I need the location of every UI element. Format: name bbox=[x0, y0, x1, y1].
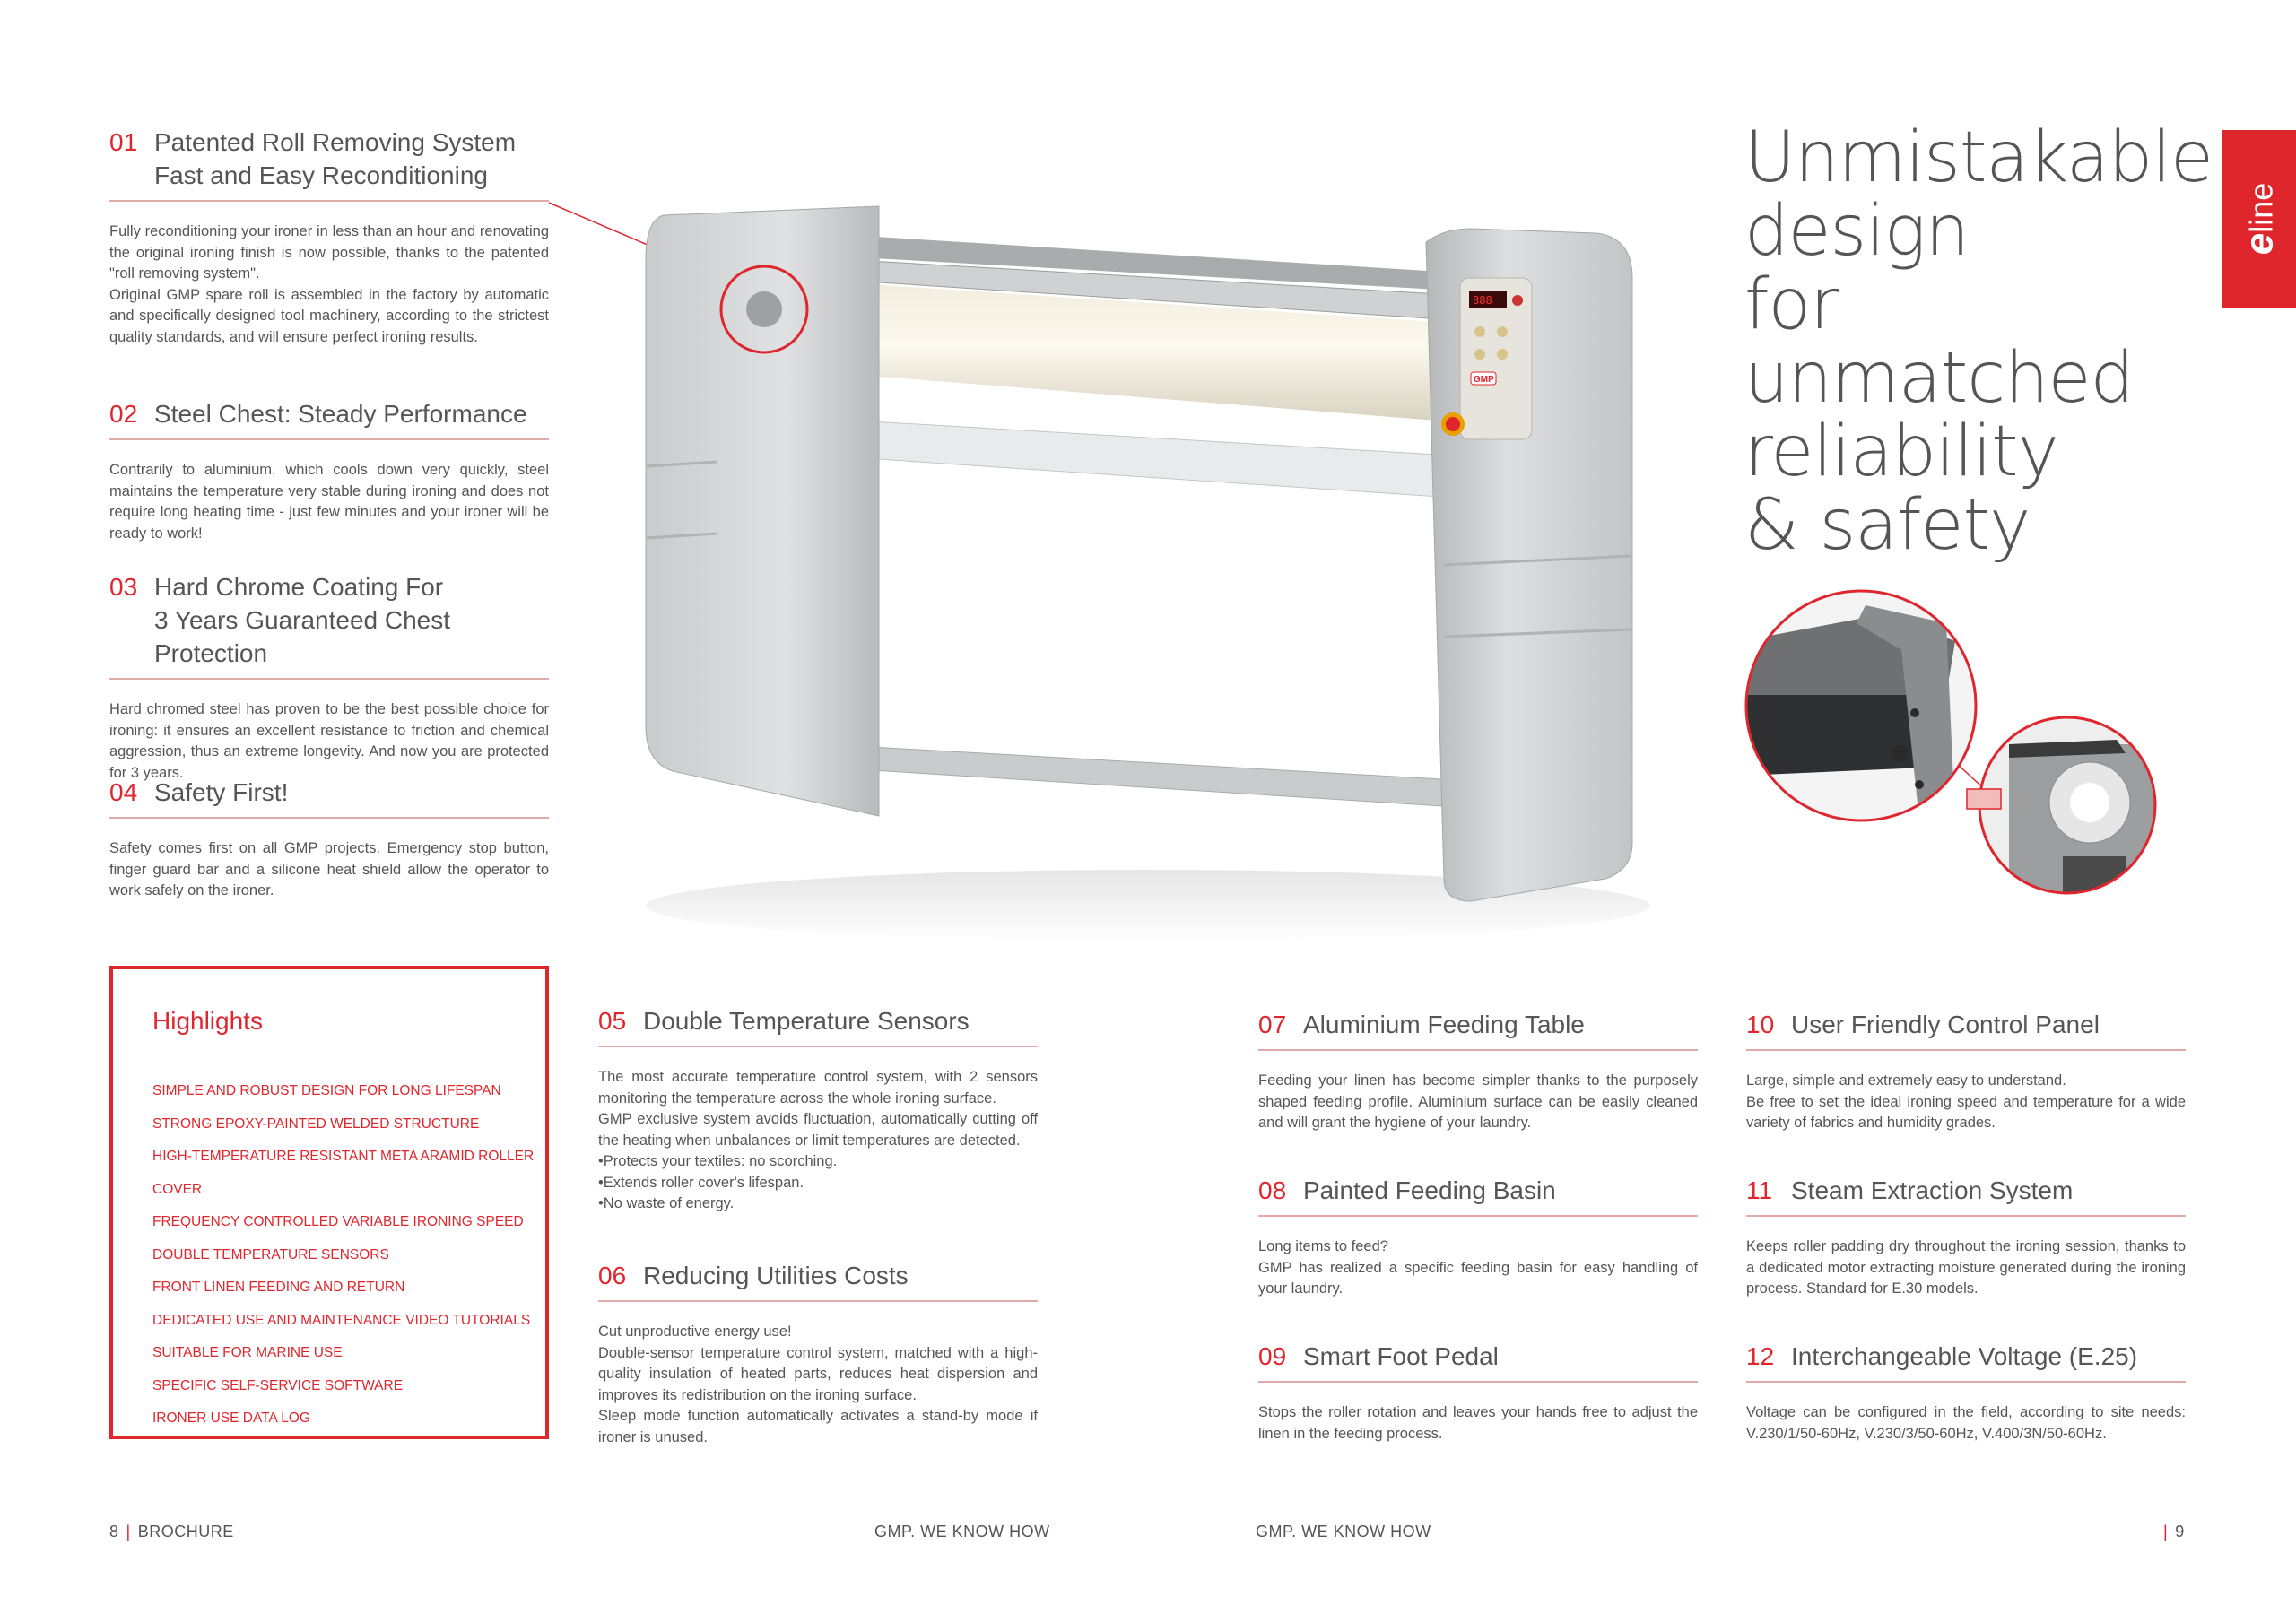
feature-number: 11 bbox=[1746, 1176, 1773, 1204]
feature-number: 04 bbox=[109, 778, 138, 806]
detail-roll-removal-photo bbox=[1740, 587, 1982, 829]
highlights-title: Highlights bbox=[152, 1007, 263, 1035]
feature-title: Safety First! bbox=[154, 778, 289, 806]
heading-line: for unmatched bbox=[1744, 265, 2135, 419]
highlights-list bbox=[152, 1075, 545, 1436]
feature-title: Reducing Utilities Costs bbox=[643, 1262, 909, 1289]
tab-e-letter: e bbox=[2237, 232, 2281, 256]
feature-12-heading bbox=[1746, 1340, 2186, 1383]
feature-number: 02 bbox=[109, 400, 138, 428]
list-item: DOUBLE TEMPERATURE SENSORS bbox=[152, 1246, 389, 1263]
paragraph: GMP has realized a specific feeding basin for easy handling of your laundry. bbox=[1258, 1259, 1698, 1297]
footer-tagline-right: GMP. WE KNOW HOW bbox=[1256, 1523, 1431, 1541]
highlights-box bbox=[109, 966, 549, 1439]
feature-05-body bbox=[598, 1067, 1038, 1215]
feature-11-body bbox=[1746, 1237, 2186, 1300]
eline-tab bbox=[2222, 130, 2296, 308]
footer-left: 8 | BROCHURE bbox=[109, 1523, 234, 1541]
list-item: FRONT LINEN FEEDING AND RETURN bbox=[152, 1280, 405, 1295]
page-number: 9 bbox=[2175, 1523, 2185, 1541]
feature-title: Hard Chrome Coating For bbox=[154, 573, 444, 601]
feature-11-heading bbox=[1746, 1174, 2186, 1217]
feature-title: Steam Extraction System bbox=[1791, 1176, 2074, 1204]
list-item: SPECIFIC SELF-SERVICE SOFTWARE bbox=[152, 1377, 404, 1393]
svg-text:888: 888 bbox=[1473, 294, 1492, 307]
list-item: DEDICATED USE AND MAINTENANCE VIDEO TUTORIALS bbox=[152, 1312, 531, 1328]
feature-05-heading bbox=[598, 1004, 1038, 1047]
paragraph: Double-sensor temperature control system, matched with a high-quality insulation of heated parts, reduces heat dispersion and improves its redistribution on the ironing surface. bbox=[598, 1344, 1038, 1403]
paragraph: Voltage can be configured in the field, according to site needs: V.230/1/50-60Hz, V.230/3/50-60Hz, V.400/3N/50-60Hz. bbox=[1746, 1404, 2186, 1442]
list-item: STRONG EPOXY-PAINTED WELDED STRUCTURE bbox=[152, 1115, 480, 1132]
feature-number: 03 bbox=[109, 573, 138, 601]
feature-subtitle: Fast and Easy Reconditioning bbox=[154, 161, 488, 189]
feature-06 bbox=[598, 1259, 1038, 1448]
feature-11 bbox=[1746, 1174, 2186, 1300]
feature-09-body bbox=[1258, 1402, 1698, 1445]
paragraph: Stops the roller rotation and leaves your hands free to adjust the linen in the feeding process. bbox=[1258, 1404, 1698, 1442]
feature-07 bbox=[1258, 1008, 1698, 1134]
feature-12-body bbox=[1746, 1402, 2186, 1445]
feature-06-body bbox=[598, 1322, 1038, 1448]
footer-label: BROCHURE bbox=[137, 1523, 234, 1541]
feature-number: 05 bbox=[598, 1007, 627, 1035]
feature-number: 09 bbox=[1258, 1342, 1287, 1370]
feature-title: Aluminium Feeding Table bbox=[1303, 1011, 1585, 1038]
feature-05 bbox=[598, 1004, 1038, 1215]
feature-number: 08 bbox=[1258, 1176, 1287, 1204]
feature-10 bbox=[1746, 1008, 2186, 1134]
feature-12 bbox=[1746, 1340, 2186, 1445]
feature-07-heading bbox=[1258, 1008, 1698, 1051]
heading-line: & safety bbox=[1744, 485, 2031, 566]
footer-tagline-left: GMP. WE KNOW HOW bbox=[874, 1523, 1050, 1541]
feature-title: Interchangeable Voltage (E.25) bbox=[1791, 1342, 2138, 1370]
feature-09-heading bbox=[1258, 1340, 1698, 1383]
footer-right: | 9 bbox=[2163, 1523, 2185, 1541]
bullet-item: •Protects your textiles: no scorching. bbox=[598, 1153, 838, 1169]
bullet-item: •Extends roller cover's lifespan. bbox=[598, 1174, 804, 1191]
page-number: 8 bbox=[109, 1523, 119, 1541]
paragraph: Feeding your linen has become simpler thanks to the purposely shaped feeding profile. Aluminium surface can be easily cleaned and will grant the hygiene of your laundry. bbox=[1258, 1072, 1698, 1131]
paragraph: GMP exclusive system avoids fluctuation, automatically cutting off the heating when unbalances or limit temperatures are detected. bbox=[598, 1111, 1038, 1149]
list-item: SIMPLE AND ROBUST DESIGN FOR LONG LIFESPAN bbox=[152, 1083, 501, 1098]
feature-number: 01 bbox=[109, 128, 138, 156]
feature-title: Patented Roll Removing System bbox=[154, 128, 517, 156]
feature-title: Double Temperature Sensors bbox=[643, 1007, 970, 1035]
paragraph: Original GMP spare roll is assembled in the factory by automatic and specifically designed tool machinery, according to the strictest quality standards, and will ensure perfect ironing results. bbox=[109, 286, 549, 345]
list-item: IRONER USE DATA LOG bbox=[152, 1410, 310, 1426]
ironer-machine-illustration bbox=[610, 188, 1668, 977]
list-item: SUITABLE FOR MARINE USE bbox=[152, 1345, 343, 1360]
heading-line: design bbox=[1744, 191, 1970, 272]
paragraph: The most accurate temperature control system, with 2 sensors monitoring the temperature across the whole ironing surface. bbox=[598, 1069, 1038, 1107]
paragraph: Be free to set the ideal ironing speed and temperature for a wide variety of fabrics and humidity grades. bbox=[1746, 1093, 2186, 1131]
feature-title: Painted Feeding Basin bbox=[1303, 1176, 1556, 1204]
feature-title: Steel Chest: Steady Performance bbox=[154, 400, 527, 428]
feature-number: 06 bbox=[598, 1262, 627, 1289]
list-item: FREQUENCY CONTROLLED VARIABLE IRONING SPEED bbox=[152, 1214, 524, 1229]
list-item: HIGH-TEMPERATURE RESISTANT META ARAMID ROLLER COVER bbox=[152, 1149, 535, 1197]
detail-photos bbox=[1740, 587, 2170, 928]
feature-subtitle: 3 Years Guaranteed Chest Protection bbox=[154, 606, 451, 667]
feature-10-heading bbox=[1746, 1008, 2186, 1051]
paragraph: Fully reconditioning your ironer in less than an hour and renovating the original ironing finish is now possible, thanks to the patented "roll removing system". bbox=[109, 223, 549, 282]
paragraph: Cut unproductive energy use! bbox=[598, 1324, 792, 1340]
feature-number: 10 bbox=[1746, 1011, 1775, 1038]
detail-connector bbox=[1967, 789, 2001, 809]
paragraph: Hard chromed steel has proven to be the best possible choice for ironing: it ensures an excellent resistance to friction and chemical aggression, thus an extreme longevity. And now you are protected for 3 years. bbox=[109, 701, 549, 781]
paragraph: Large, simple and extremely easy to understand. bbox=[1746, 1072, 2066, 1089]
heading-line: reliability bbox=[1744, 412, 2058, 492]
feature-08 bbox=[1258, 1174, 1698, 1300]
feature-06-heading bbox=[598, 1259, 1038, 1302]
bullet-item: •No waste of energy. bbox=[598, 1195, 735, 1211]
feature-07-body bbox=[1258, 1071, 1698, 1134]
feature-08-body bbox=[1258, 1237, 1698, 1300]
paragraph: Safety comes first on all GMP projects. Emergency stop button, finger guard bar and a silicone heat shield allow the operator to work safely on the ironer. bbox=[109, 840, 549, 898]
gmp-badge: GMP bbox=[1474, 375, 1494, 385]
heading-line: Unmistakable bbox=[1744, 117, 2213, 198]
feature-10-body bbox=[1746, 1071, 2186, 1134]
paragraph: Contrarily to aluminium, which cools down very quickly, steel maintains the temperature very stable during ironing and does not require long heating time - just few minutes and your ironer will be ready to work! bbox=[109, 462, 549, 542]
feature-number: 12 bbox=[1746, 1342, 1775, 1370]
feature-09 bbox=[1258, 1340, 1698, 1445]
tab-label: line bbox=[2242, 182, 2279, 233]
paragraph: Sleep mode function automatically activates a stand-by mode if ironer is unused. bbox=[598, 1408, 1038, 1445]
feature-08-heading bbox=[1258, 1174, 1698, 1217]
paragraph: Long items to feed? bbox=[1258, 1238, 1388, 1254]
page-heading bbox=[1744, 117, 2213, 566]
feature-title: User Friendly Control Panel bbox=[1791, 1011, 2100, 1038]
feature-title: Smart Foot Pedal bbox=[1303, 1342, 1499, 1370]
feature-number: 07 bbox=[1258, 1011, 1287, 1038]
paragraph: Keeps roller padding dry throughout the ironing session, thanks to a dedicated motor extracting moisture generated during the ironing process. Standard for E.30 models. bbox=[1746, 1238, 2186, 1297]
